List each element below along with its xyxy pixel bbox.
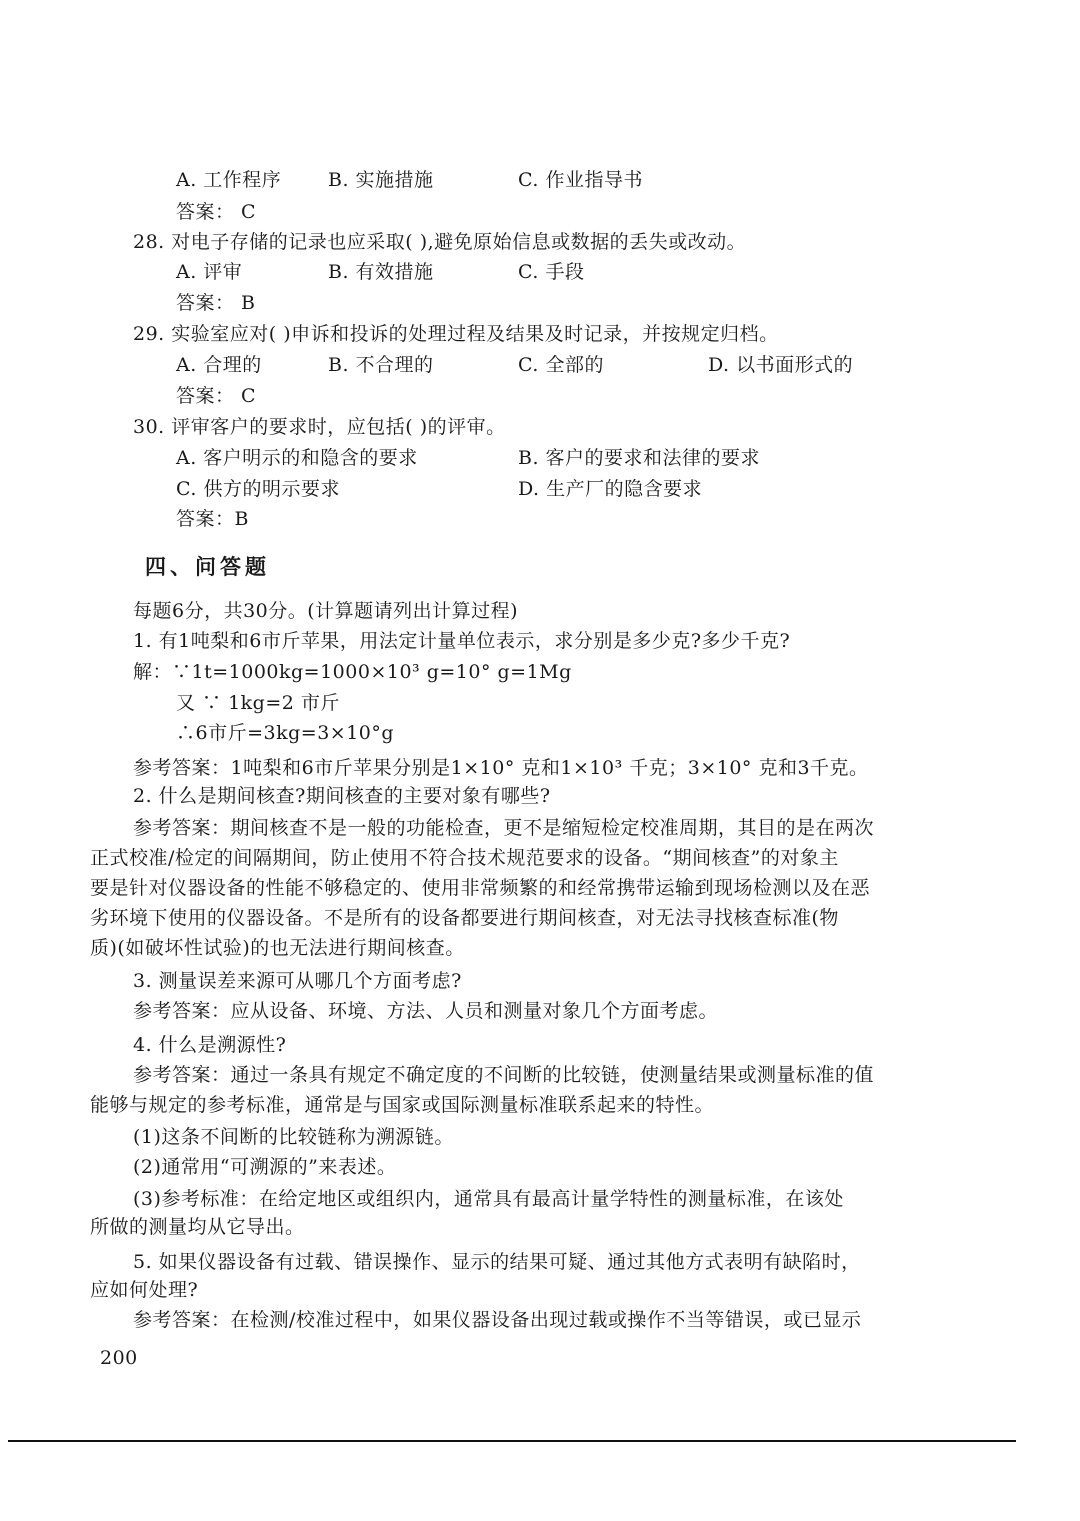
qa4-answer-line: 能够与规定的参考标准，通常是与国家或国际测量标准联系起来的特性。 [90, 1094, 715, 1116]
q30-option-c: C. 供方的明示要求 [176, 478, 340, 500]
q27-option-a: A. 工作程序 [176, 169, 282, 191]
qa4-note: (1)这条不间断的比较链称为溯源链。 [133, 1126, 454, 1148]
q29-option-c: C. 全部的 [518, 354, 604, 376]
q27-option-b: B. 实施措施 [328, 169, 434, 191]
qa2-answer-line: 正式校准/检定的间隔期间，防止使用不符合技术规范要求的设备。“期间核查”的对象主 [90, 847, 839, 869]
q28-option-c: C. 手段 [518, 261, 585, 283]
footer-rule [8, 1440, 1016, 1442]
qa5-question-line: 5. 如果仪器设备有过载、错误操作、显示的结果可疑、通过其他方式表明有缺陷时， [133, 1251, 861, 1273]
q30-answer: 答案：B [176, 508, 249, 530]
qa1-answer: 参考答案：1吨梨和6市斤苹果分别是1×10° 克和1×10³ 千克；3×10° 克和3千克。 [133, 757, 869, 779]
qa3-question: 3. 测量误差来源可从哪几个方面考虑? [133, 970, 462, 992]
q30-option-d: D. 生产厂的隐含要求 [518, 478, 703, 500]
qa4-question: 4. 什么是溯源性? [133, 1034, 287, 1056]
qa2-question: 2. 什么是期间核查?期间核查的主要对象有哪些? [133, 785, 551, 807]
qa3-answer: 参考答案：应从设备、环境、方法、人员和测量对象几个方面考虑。 [133, 1000, 719, 1022]
qa4-note: (3)参考标准：在给定地区或组织内，通常具有最高计量学特性的测量标准，在该处 [133, 1188, 844, 1210]
qa2-answer-line: 劣环境下使用的仪器设备。不是所有的设备都要进行期间核查，对无法寻找核查标准(物 [90, 907, 839, 929]
q27-option-c: C. 作业指导书 [518, 169, 643, 191]
qa2-answer-line: 参考答案：期间核查不是一般的功能检查，更不是缩短检定校准周期，其目的是在两次 [133, 817, 875, 839]
qa1-solution-line: 又 ∵ 1kg=2 市斤 [176, 692, 340, 714]
qa2-answer-line: 质)(如破坏性试验)的也无法进行期间核查。 [90, 937, 465, 959]
section-heading: 四、问答题 [145, 554, 270, 579]
qa1-solution-line: ∴6市斤=3kg=3×10°g [176, 722, 395, 744]
q28-answer: 答案： B [176, 292, 256, 314]
q29-answer: 答案： C [176, 385, 257, 407]
section-intro: 每题6分，共30分。(计算题请列出计算过程) [133, 600, 519, 622]
q29-option-b: B. 不合理的 [328, 354, 434, 376]
page-number: 200 [100, 1347, 138, 1369]
qa5-answer: 参考答案：在检测/校准过程中，如果仪器设备出现过载或操作不当等错误，或已显示 [133, 1309, 862, 1331]
qa4-answer-line: 参考答案：通过一条具有规定不确定度的不间断的比较链，使测量结果或测量标准的值 [133, 1064, 875, 1086]
q30-question: 30. 评审客户的要求时，应包括( )的评审。 [133, 416, 506, 438]
q30-option-a: A. 客户明示的和隐含的要求 [176, 447, 418, 469]
q30-option-b: B. 客户的要求和法律的要求 [518, 447, 761, 469]
q28-option-a: A. 评审 [176, 261, 243, 283]
qa1-question: 1. 有1吨梨和6市斤苹果，用法定计量单位表示，求分别是多少克?多少千克? [133, 630, 791, 652]
qa5-question-line: 应如何处理? [90, 1279, 199, 1301]
qa1-solution-line: 解：∵1t=1000kg=1000×10³ g=10° g=1Mg [133, 661, 572, 683]
qa2-answer-line: 要是针对仪器设备的性能不够稳定的、使用非常频繁的和经常携带运输到现场检测以及在恶 [90, 877, 871, 899]
q27-answer: 答案： C [176, 201, 257, 223]
q28-question: 28. 对电子存储的记录也应采取( ),避免原始信息或数据的丢失或改动。 [133, 231, 747, 253]
q28-option-b: B. 有效措施 [328, 261, 434, 283]
qa4-note: (2)通常用“可溯源的”来表述。 [133, 1156, 397, 1178]
q29-option-d: D. 以书面形式的 [708, 354, 854, 376]
q29-question: 29. 实验室应对( )申诉和投诉的处理过程及结果及时记录，并按规定归档。 [133, 323, 779, 345]
q29-option-a: A. 合理的 [176, 354, 262, 376]
qa4-note: 所做的测量均从它导出。 [90, 1216, 305, 1238]
